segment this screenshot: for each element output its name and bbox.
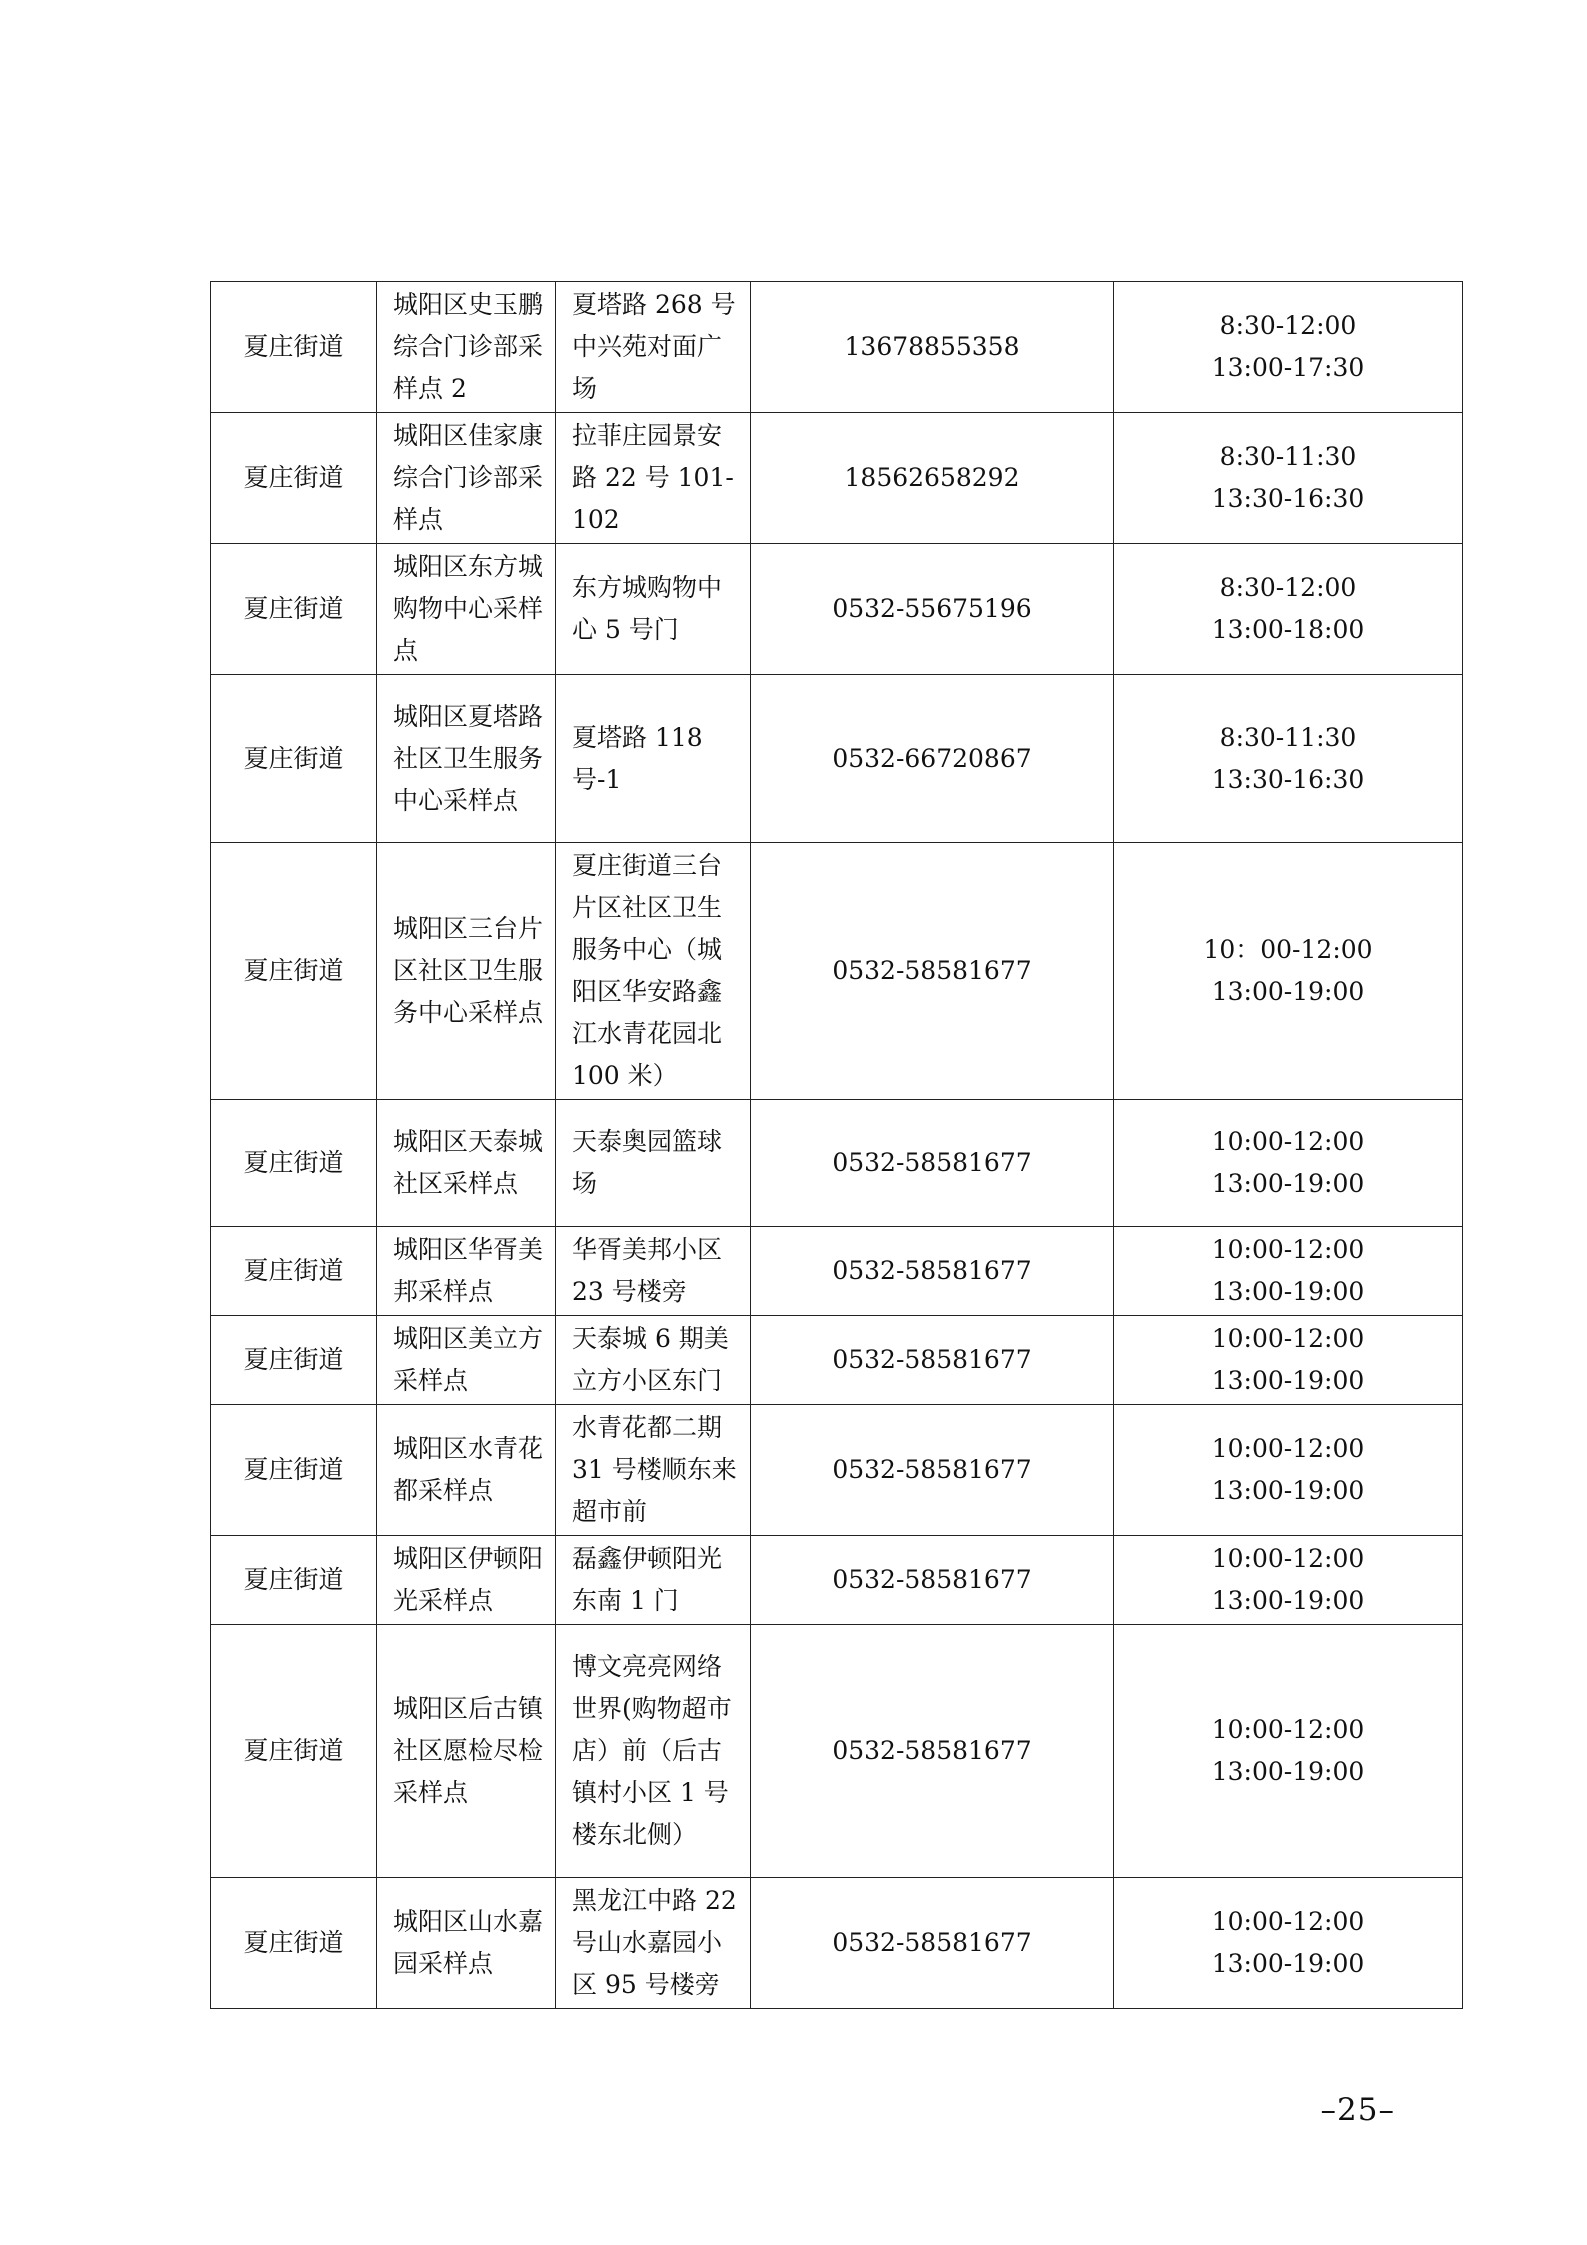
street-cell: 夏庄街道 [211,1100,377,1227]
phone-cell: 0532-55675196 [751,544,1114,675]
phone-cell: 0532-58581677 [751,1878,1114,2009]
site-name-cell: 城阳区夏塔路社区卫生服务中心采样点 [377,675,556,843]
phone-cell: 0532-58581677 [751,1536,1114,1625]
site-name-cell: 城阳区后古镇社区愿检尽检采样点 [377,1625,556,1878]
morning-hours: 8:30-12:00 [1219,311,1357,340]
address-cell: 夏庄街道三台片区社区卫生服务中心（城阳区华安路鑫江水青花园北 100 米） [556,843,751,1100]
street-cell: 夏庄街道 [211,1878,377,2009]
street-cell: 夏庄街道 [211,843,377,1100]
table-row [211,843,1463,1100]
address-cell: 东方城购物中心 5 号门 [556,544,751,675]
phone-cell: 13678855358 [751,282,1114,413]
phone-cell: 0532-58581677 [751,1625,1114,1878]
table-row [211,1227,1463,1316]
afternoon-hours: 13:00-19:00 [1211,1949,1365,1978]
street-cell: 夏庄街道 [211,1625,377,1878]
afternoon-hours: 13:30-16:30 [1211,484,1365,513]
table-row [211,413,1463,544]
page-number: –25– [1320,2092,1395,2128]
table-row [211,1625,1463,1878]
table-row [211,1405,1463,1536]
street-cell: 夏庄街道 [211,544,377,675]
sampling-sites-table [210,281,1463,2009]
address-cell: 水青花都二期 31 号楼顺东来超市前 [556,1405,751,1536]
address-cell: 夏塔路 118 号-1 [556,675,751,843]
morning-hours: 10:00-12:00 [1211,1324,1365,1353]
afternoon-hours: 13:00-19:00 [1211,977,1365,1006]
morning-hours: 8:30-11:30 [1219,722,1357,752]
street-cell: 夏庄街道 [211,413,377,544]
hours-cell [1114,1316,1463,1405]
address-cell: 拉菲庄园景安路 22 号 101-102 [556,413,751,544]
table-row [211,1316,1463,1405]
morning-hours: 8:30-11:30 [1219,442,1357,471]
afternoon-hours: 13:00-19:00 [1211,1586,1365,1615]
street-cell: 夏庄街道 [211,675,377,843]
table-body [211,282,1463,2009]
site-name-cell: 城阳区水青花都采样点 [377,1405,556,1536]
address-cell: 博文亮亮网络世界(购物超市店）前（后古镇村小区 1 号楼东北侧） [556,1625,751,1878]
morning-hours: 10：00-12:00 [1203,935,1373,964]
afternoon-hours: 13:00-19:00 [1211,1169,1365,1198]
table-row [211,282,1463,413]
site-name-cell: 城阳区华胥美邦采样点 [377,1227,556,1316]
table-row [211,1536,1463,1625]
hours-cell [1114,1625,1463,1878]
hours-cell [1114,1878,1463,2009]
hours-cell [1114,282,1463,413]
table-row [211,1878,1463,2009]
hours-cell [1114,413,1463,544]
street-cell: 夏庄街道 [211,282,377,413]
morning-hours: 10:00-12:00 [1211,1235,1365,1264]
hours-cell [1114,1227,1463,1316]
morning-hours: 8:30-12:00 [1219,573,1357,602]
afternoon-hours: 13:00-19:00 [1211,1757,1365,1786]
phone-cell: 0532-58581677 [751,1316,1114,1405]
street-cell: 夏庄街道 [211,1536,377,1625]
morning-hours: 10:00-12:00 [1211,1127,1365,1156]
afternoon-hours: 13:00-19:00 [1211,1366,1365,1395]
site-name-cell: 城阳区史玉鹏综合门诊部采样点 2 [377,282,556,413]
hours-cell [1114,675,1463,843]
phone-cell: 0532-66720867 [751,675,1114,843]
hours-cell [1114,544,1463,675]
street-cell: 夏庄街道 [211,1405,377,1536]
afternoon-hours: 13:30-16:30 [1211,764,1365,794]
hours-cell [1114,1100,1463,1227]
morning-hours: 10:00-12:00 [1211,1715,1365,1744]
hours-cell [1114,1405,1463,1536]
site-name-cell: 城阳区伊顿阳光采样点 [377,1536,556,1625]
table-row [211,675,1463,843]
address-cell: 华胥美邦小区 23 号楼旁 [556,1227,751,1316]
table-row [211,544,1463,675]
phone-cell: 0532-58581677 [751,1405,1114,1536]
afternoon-hours: 13:00-18:00 [1211,615,1365,644]
morning-hours: 10:00-12:00 [1211,1907,1365,1936]
afternoon-hours: 13:00-17:30 [1211,353,1365,382]
phone-cell: 0532-58581677 [751,1227,1114,1316]
address-cell: 天泰奥园篮球场 [556,1100,751,1227]
phone-cell: 18562658292 [751,413,1114,544]
afternoon-hours: 13:00-19:00 [1211,1277,1365,1306]
site-name-cell: 城阳区山水嘉园采样点 [377,1878,556,2009]
morning-hours: 10:00-12:00 [1211,1544,1365,1573]
street-cell: 夏庄街道 [211,1316,377,1405]
hours-cell [1114,1536,1463,1625]
site-name-cell: 城阳区东方城购物中心采样点 [377,544,556,675]
afternoon-hours: 13:00-19:00 [1211,1476,1365,1505]
address-cell: 磊鑫伊顿阳光东南 1 门 [556,1536,751,1625]
phone-cell: 0532-58581677 [751,1100,1114,1227]
phone-cell: 0532-58581677 [751,843,1114,1100]
address-cell: 天泰城 6 期美立方小区东门 [556,1316,751,1405]
address-cell: 夏塔路 268 号中兴苑对面广场 [556,282,751,413]
site-name-cell: 城阳区天泰城社区采样点 [377,1100,556,1227]
morning-hours: 10:00-12:00 [1211,1434,1365,1463]
site-name-cell: 城阳区三台片区社区卫生服务中心采样点 [377,843,556,1100]
site-name-cell: 城阳区佳家康综合门诊部采样点 [377,413,556,544]
street-cell: 夏庄街道 [211,1227,377,1316]
address-cell: 黑龙江中路 22 号山水嘉园小区 95 号楼旁 [556,1878,751,2009]
table-row [211,1100,1463,1227]
hours-cell [1114,843,1463,1100]
site-name-cell: 城阳区美立方采样点 [377,1316,556,1405]
